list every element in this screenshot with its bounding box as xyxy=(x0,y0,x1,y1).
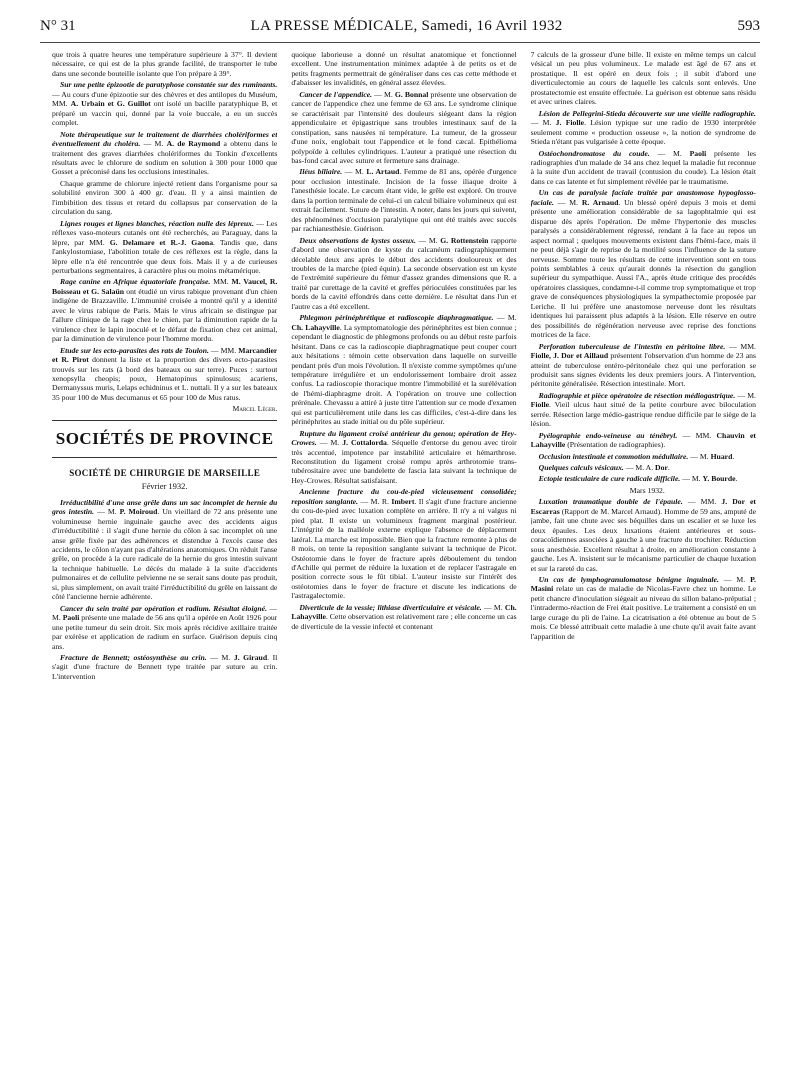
article-cou-de-pied: Ancienne fracture du cou-de-pied vicieusement consolidée; reposition sanglante. — M. R. Imbert. Il s'agit d'une fracture ancienne du cou-de-pied avec luxation complète en arrière. Il n'y a ni valgus ni pied plat. Il existe un volumineux fragment marginal postérieur. L'intégrité de la malléole externe explique l'absence de déplacement latéral. La marche est impossible. Bien que la fracture remonte à plus de 8 mois, on tente la reposition sanglante suivant la technique de Picot. Ostéotomie dans le foyer de fracture après déboulement du tendon d'Achille qui permet de réduire la luxation et de replacer l'astragale en position correcte sous le fût tibial. L'auteur insiste sur l'intérêt des ostéotomies dans le foyer de fracture et discute les indications de l'astragalectomie. xyxy=(291,487,517,601)
column-3 xyxy=(531,50,756,1075)
page-number: 593 xyxy=(737,18,760,34)
article-ecto-parasites: Etude sur les ecto-parasites des rats de Toulon. — MM. Marcandier et R. Pirot donnent la liste et la proportion des divers ecto-parasites trouvés sur les rats (à bord des bateaux ou sur terre). Puces : surtout xenopsylla cheopis; poux, Hematopinus spinulosus; acariens, Dermanyssus muris, Lelaps echidninus et L. nuttali. Il y a sur les bateaux 35 pour 100 de Mus decumanus et 65 pour 100 de Mus ratus. xyxy=(52,345,278,402)
article-pellegrini-stieda: Lésion de Pellegrini-Stieda découverte sur une vieille radiographie. — M. J. Fiolle. Lésion typique sur une radio de 1930 interprétée seulement comme « production osseuse », la notion de syndrome de Stieda n'étant pas vulgarisée à cette époque. xyxy=(530,108,756,147)
section-rule-bottom xyxy=(52,457,277,458)
article-cholera-cont: Chaque gramme de chlorure injecté retient dans l'organisme pour sa solubilité environ 300 à 400 gr. d'eau. Il y a ainsi maintien de l'imbibition des tissus et retard du collapsus par conservation de la circulation du sang. xyxy=(52,178,278,217)
continued-paragraph: 7 calculs de la grosseur d'une bille. Il existe en même temps un calcul vésical un peu plus volumineux. Le malade est âgé de 67 ans et prostatique. Il est opéré en deux fois ; il subit d'abord une diverticulectomie au cours de laquelle les calculs sont enlevés. Une prostatectomie est ensuite effectuée. La guérison est obtenue sans résidu et avec urines claires. xyxy=(530,50,756,107)
article-ligament-croise: Rupture du ligament croisé antérieur du genou; opération de Hey-Crowes. — M. J. Cottalorda. Séquelle d'entorse du genou avec tiroir très accentué, impotence par instabilité articulaire et hémarthrose. Reconstitution du ligament croisé rompu après arthrotomie trans-tubérositaire avec une bandelette de fascia lata suivant la technique de Hey-Crowes. Résultat satisfaisant. xyxy=(291,428,517,485)
session-date-march: Mars 1932. xyxy=(629,485,665,495)
article-lymphogranulomatose: Un cas de lymphogranulomatose bénigne inguinale. — M. P. Masini relate un cas de maladie de Nicolas-Favre chez un homme. Le petit chancre d'inoculation siégeait au niveau du sillon balano-préputial ; l'intradermo-réaction de Frei était positive. Le traitement a consisté en un large curage du pli de l'aine. La cicatrisation a été obtenue au bout de 5 mois. Ce blessé attribuait cette maladie à une chute qu'il avait faite avant l'apparition de xyxy=(530,575,756,641)
article-diverticule-vessie: Diverticule de la vessie; lithiase diverticulaire et vésicale. — M. Ch. Lahayville. Cette observation est relativement rare ; elle concerne un cas de diverticule de la vessie infecté et contenant xyxy=(291,602,517,631)
article-lepreux: Lignes rouges et lignes blanches, réaction nulle des lépreux. — Les réflexes vaso-moteurs cutanés ont été recherchés, au Paraguay, dans la lèpre, par MM. G. Delamare et R.-J. Gaona. Tandis que, dans l'ankylostomiase, l'abolition totale de ces réflexes est la règle, dans la lèpre elle n'a été rencontrée que deux fois. Mais il y a de curieuses perturbations segmentaires, à caractère plus ou moins métamérique. xyxy=(52,218,278,275)
article-cancer-sein: Cancer du sein traité par opération et radium. Résultat éloigné. — M. Paoli présente une malade de 56 ans qu'il a opérée en Août 1926 pour une petite tumeur du sein droit. Six mois après récidive axillaire traitée par exérèse et application de radium en surface. Guérison depuis cinq ans. xyxy=(52,603,278,651)
issue-number: N° 31 xyxy=(40,18,76,34)
column-1 xyxy=(52,50,277,1075)
society-name: SOCIÉTÉ DE CHIRURGIE DE MARSEILLE xyxy=(69,467,261,478)
article-rage-canine: Rage canine en Afrique équatoriale française. MM. M. Vaucel, R. Boisseau et G. Salaün ont étudié un virus rabique provenant d'un chien indigène de Brazzaville. L'immunité croisée a montré qu'il y a identité avec le virus rabique de Paris. Mais le virus africain se distingue par l'allure clinique de la rage chez le chien, par la diminution rapide de la virulence chez le lapin inoculé et le défaut de fixation chez cet animal, par la diminution de virulence pour l'homme mordu. xyxy=(52,277,278,344)
article-paralysie-faciale: Un cas de paralysie faciale traitée par anastomose hypoglosso-faciale. — M. R. Arnaud. Un blessé opéré depuis 3 mois et demi présente une amélioration considérable de sa lagophtalmie qui est disparue dès après l'opération. De même l'hypertonie des muscles paralysés a considérablement régressé, rendant à la face au repos un aspect normal ; quelques mouvements existent dans l'hémi-face, mais il ne peut déjà s'agir de reprise de la motilité sous l'influence de la suture nerveuse. Somme toute les résultats de cette intervention sont en tous points semblables à ceux qu'aurait donnés la résection du ganglion supérieur du sympathique. Aussi l'A., après étude critique des procédés opératoires classiques, condamne-t-il comme trop symptomatique et trop grave de conséquences physiologiques la sympathectomie proposée par Leriche. Il lui préfère une anastomose nerveuse dont les résultats identiques lui paraissent plus adaptés à la lésion. Elle réserve en outre des possibilités de régénération nerveuse avec reprise des fonctions motrices de la face. xyxy=(530,188,756,340)
article-fracture-bennett: Fracture de Bennett; ostéosynthèse au crin. — M. J. Giraud. Il s'agit d'une fracture de Bennett type traitée par suture au crin. L'intervention xyxy=(52,653,278,681)
signature: Marcel Léger. xyxy=(232,404,278,414)
article-calculs-vesicaux: Quelques calculs vésicaux. — M. A. Dor. xyxy=(538,463,670,473)
article-kystes-osseux: Deux observations de kystes osseux. — M. G. Rottenstein rapporte d'abord une observation de kyste du calcanéum radiographiquement décelable deux ans après le début des accidents douloureux et des troubles de la marche (pied équin). La seconde observation est un kyste de l'extrémité supérieure du fémur d'assez grandes dimensions que R. a traité par curettage de la cavité et greffes périoculées constituées par les bords de la cavité effondrés dans cette dernière. Le résultat dans l'un et l'autre cas a été excellent. xyxy=(291,235,517,311)
article-occlusion-intestinale: Occlusion intestinale et commotion médullaire. — M. Huard. xyxy=(538,451,735,461)
page-header xyxy=(40,18,760,43)
article-anse-grele: Irréductibilité d'une anse grêle dans un sac incomplet de hernie du gros intestin. — M. P. Moiroud. Un vieillard de 72 ans présente une volumineuse hernie inguinale gauche avec des accidents aigus d'irréductibilité : il s'agit d'une hernie du côlon à sac incomplet où une anse grêle fixée par des adhérences et distendue à l'excès cause des accidents, le côlon n'ayant pas d'altérations anatomiques. On réduit l'anse grêle, on procède à la cure radicale de la hernie du gros intestin suivant la technique habituelle. Le décès du malade à la suite d'accidents pulmonaires et de cellulite pelvienne ne se serait sans doute pas produit, si, plus simplement, on avait traité l'irréductibilité du grêle en laissant de côté l'ancienne hernie adhérente. xyxy=(52,497,278,602)
text-columns xyxy=(52,50,756,1075)
article-phlegmon: Phlegmon périnéphrétique et radioscopie diaphragmatique. — M. Ch. Lahayville. La symptomatologie des périnéphrites est bien connue ; cependant le diagnostic de phlegmons profonds ou au début reste parfois hésitant. Dans ce cas la radioscopie diaphragmatique peut couper court aux hésitations : témoin cette observation dans laquelle on surveille pendant près d'un mois l'évolution. Il n'existe comme symptômes qu'une température irrégulière et un endolorissement lombaire droit assez confus. La radioscopie thoracique montre l'immobilité et la surélévation de l'hémi-diaphragme droit. A l'opération on trouve une collection prérénale. Chevassu a attiré à juste titre l'attention sur ce mode d'examen qui est particulièrement utile dans les cas difficiles, c'est-à-dire dans les périnéphrites au stade initial ou du pôle supérieur. xyxy=(291,313,517,427)
article-resection-mediogastrique: Radiographie et pièce opératoire de résection médiogastrique. — M. Fiolle. Vieil ulcus haut situé de la petite courbure avec biloculation serrée. Résection large médio-gastrique rendue difficile par le siège de la lésion. xyxy=(530,390,756,429)
journal-title: LA PRESSE MÉDICALE, Samedi, 16 Avril 1932 xyxy=(250,18,563,34)
article-osteochondromatose: Ostéochondromatose du coude. — M. Paoli présente les radiographies d'un malade de 34 ans chez lequel la maladie fut reconnue à la suite d'un accident de travail (contusion du coude). La lésion était dans ce cas latente et fut simplement révélée par le traumatisme. xyxy=(530,148,756,186)
section-rule-top xyxy=(52,420,277,421)
article-cancer-appendice: Cancer de l'appendice. — M. G. Bonnal présente une observation de cancer de l'appendice chez une femme de 63 ans. Le syndrome clinique se caractérisait par l'intensité des douleurs siégeant dans la région appendiculaire et épigastrique sans troubles intestinaux sauf de la constipation, sans nausées ni température. La tumeur, de la grosseur d'une noix, englobait tout l'appendice et le fond cæcal. Epithélioma polypoïde à cellules cylindriques. L'auteur a pratiqué une résection du bas-fond cæcal avec suture et fermeture sans drainage. xyxy=(291,89,517,165)
article-ectopie-testiculaire: Ectopie testiculaire de cure radicale difficile. — M. Y. Bourde. xyxy=(538,474,738,484)
section-heading: SOCIÉTÉS DE PROVINCE xyxy=(55,428,274,448)
continued-paragraph: que trois à quatre heures une température supérieure à 37°. Il devient nécessaire, ce qui est de la plus grande facilité, de transporter le tube dans une seconde bouteille isolante que l'on prépare à 39°. xyxy=(52,50,278,78)
column-2 xyxy=(291,50,516,1075)
article-paratyphose: Sur une petite épizootie de paratyphose constatée sur des ruminants. — Au cours d'une épizootie sur des chèvres et des antilopes du Muséum, MM. A. Urbain et G. Guillot ont isolé un bacille paratyphique B, et préparé un vaccin qui, donné par la voie buccale, a eu un succès complet. xyxy=(52,80,278,128)
article-perforation-tuberculeuse: Perforation tuberculeuse de l'intestin en péritoine libre. — MM. Fiolle, J. Dor et Aillaud présentent l'observation d'un homme de 23 ans atteint de tuberculose entéro-péritonéale chez qui une perforation se produisit sans signes évidents les deux premiers jours. A l'intervention, péritonite généralisée. Résection intestinale. Mort. xyxy=(530,341,756,389)
article-luxation-epaule: Luxation traumatique double de l'épaule. — MM. J. Dor et Escarras (Rapport de M. Marcel Arnaud). Homme de 59 ans, amputé de jambe, fait une chute avec ses béquilles dans un escalier et se luxe les deux épaules. Les deux luxations étaient antérieures et sous-coracoïdiennes associées à gauche à une fracture du trochiter. Réduction sous anesthésie. Excellent résultat à droite, en amélioration constante à gauche. Les A. insistent sur le mécanisme particulier de chaque luxation et sur la rareté du cas. xyxy=(530,497,756,573)
article-ileus-biliaire: Iléus biliaire. — M. L. Artaud. Femme de 81 ans, opérée d'urgence pour occlusion intestinale. Incision de la fosse iliaque droite à l'anesthésie locale. Le cæcum étant vide, le grêle est exploré. On trouve dans la portion terminale de celui-ci un calcul biliaire volumineux qui est extrait facilement. Suture de l'intestin. A noter, dans les jours qui suivent, des phénomènes d'occlusion paralytique qui ont été traités avec succès par rachianesthésie. Guérison. xyxy=(291,167,517,234)
session-date: Février 1932. xyxy=(141,480,188,491)
article-pyelographie: Pyélographie endo-veineuse au ténébryl. — MM. Chauvin et Lahayville (Présentation de radiographies). xyxy=(530,430,756,450)
continued-paragraph: quoique laborieuse a donné un résultat anatomique et fonctionnel excellent. Une instrumentation minimex adaptée à de petits os et de petits fragments permettrait de généraliser dans ces cas cette méthode et d'abaisser les invalidités, en général assez élevées. xyxy=(291,50,517,88)
article-cholera: Note thérapeutique sur le traitement de diarrhées cholériformes et éventuellement du choléra. — M. A. de Raymond a obtenu dans le traitement des graves diarrhées cholériformes du Tonkin d'excellents résultats avec le chlorure de sodium en solution à 300 pour 1000 que Gosset a préconisé dans les occlusions intestinales. xyxy=(52,129,278,177)
